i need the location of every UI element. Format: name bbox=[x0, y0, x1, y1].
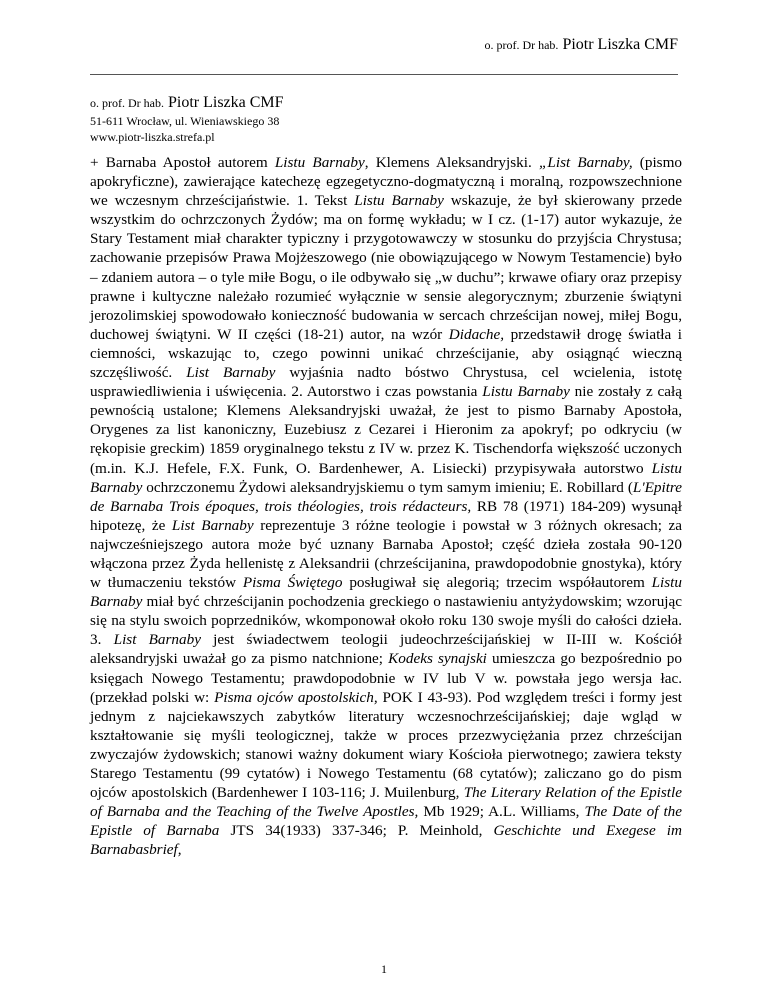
text-run: POK I 43-93). Pod względem treści i formy jest jednym z najciekawszych zabytków literatury wczesnochrześcijańskiej; daje wgląd w kształtowanie się myśli teologicznej, także w proces przezwyciężania przez chrześcijan zwyczajów żydowskich; stanowi ważny dokument wiary Kościoła pierwotnego; zawiera teksty Starego Testamentu (99 cytatów) i Nowego Testamentu (68 cytatów); zaliczano go do pism ojców apostolskich (Bardenhewer I 103-116; J. Muilenburg, bbox=[90, 688, 682, 802]
italic-run: Listu Barnaby bbox=[274, 154, 365, 171]
italic-run: Didache, bbox=[448, 325, 505, 343]
header-author-name: Piotr Liszka CMF bbox=[562, 36, 678, 53]
italic-run: List Barnaby bbox=[113, 631, 201, 649]
article-body bbox=[90, 153, 682, 859]
text-run: umieszcza go bezpośrednio po księgach Nowego Testamentu; prawdopodobnie w IV lub V w. powstała jego wersja łac. (przekład polski w: bbox=[90, 650, 682, 706]
text-run: JTS 34(1933) 337-346; P. Meinhold, bbox=[219, 822, 494, 840]
italic-run: Listu Barnaby bbox=[90, 574, 682, 611]
italic-run: Pisma ojców apostolskich, bbox=[214, 688, 378, 706]
text-run: jest świadectwem teologii judeochrześcijańskiej w II-III w. Kościół aleksandryjski uważał go za pismo natchnione; bbox=[90, 631, 682, 668]
text-run: miał być chrześcijanin pochodzenia greckiego o nastawieniu antyżydowskim; wzorując się na stylu swoich poprzedników, wkomponował około roku 130 swoje myśli do całości dzieła. 3. bbox=[90, 593, 682, 649]
author-block bbox=[90, 93, 284, 145]
text-run: wyjaśnia nadto bóstwo Chrystusa, cel wcielenia, istotę usprawiedliwienia i uświęcenia. 2. Autorstwo i czas powstania bbox=[90, 364, 682, 401]
author-address: 51-611 Wrocław, ul. Wieniawskiego 38 bbox=[90, 114, 280, 128]
italic-run: Pisma Świętego bbox=[242, 574, 343, 592]
text-run: , Klemens Aleksandryjski. bbox=[364, 154, 539, 171]
header-title-prefix: o. prof. Dr hab. bbox=[484, 38, 559, 52]
text-run: wskazuje, że był skierowany przede wszystkim do ochrzczonych Żydów; ma on formę wykładu; w I cz. (1-17) autor wykazuje, że Stary Testament miał charakter typiczny i przygotowawczy w stosunku do przyjścia Chrystusa; zachowanie przepisów Prawa Mojżeszowego (nie obowiązującego w Nowym Testamencie) było – zdaniem autora – o tyle miłe Bogu, o ile odbywało się „w duchu”; krwawe ofiary oraz przepisy prawne i kultyczne należało rozumieć wyłącznie w sensie alegorycznym; zburzenie świątyni jerozolimskiej spowodowało konieczność budowania w sercach chrześcijan nowej, miłej Bogu, duchowej świątyni. W II części (18-21) autor, na wzór bbox=[90, 192, 682, 343]
author-name-line bbox=[90, 93, 284, 113]
italic-run: Listu Barnaby bbox=[354, 192, 444, 210]
text-run: RB 78 (1971) 184-209) wysunął hipotezę, że bbox=[90, 497, 682, 534]
italic-run: Kodeks synajski bbox=[388, 650, 487, 668]
italic-run: The Literary Relation of the Epistle of Barnaba and the Teaching of the Twelve Apostles, bbox=[90, 784, 682, 821]
page-number: 1 bbox=[381, 962, 387, 976]
text-run: przedstawił drogę światła i ciemności, wskazując to, czego powinni unikać chrześcijanie, aby osiągnąć wieczną szczęśliwość. bbox=[90, 325, 683, 382]
italic-run: L'Epitre de Barnaba Trois époques, trois théologies, trois rédacteurs, bbox=[90, 478, 682, 515]
text-run: nie zostały z całą pewnością ustalone; Klemens Aleksandryjski uważał, że jest to pismo Barnaby Apostoła, Orygenes za list kanoniczny, Euzebiusz z Cezarei i Hieronim za apokryf; po odkryciu (w rękopisie greckim) 1859 oryginalnego tekstu z IV w. przez K. Tischendorfa większość uczonych (m.in. K.J. Hefele, F.X. Funk, O. Bardenhewer, A. Lisiecki) przypisywała autorstwo bbox=[90, 383, 682, 477]
text-run: (pismo apokryficzne), zawierające katechezę egzegetyczno-dogmatyczną i moralną, rozpowszechnione we wczesnym chrześcijaństwie. 1. Tekst bbox=[90, 154, 682, 210]
italic-run: The Date of the Epistle of Barnaba bbox=[90, 803, 683, 840]
text-run: Mb 1929; A.L. Williams, bbox=[418, 803, 585, 821]
author-title-prefix: o. prof. Dr hab. bbox=[90, 96, 164, 110]
italic-run: List Barnaby bbox=[171, 516, 254, 534]
running-header bbox=[484, 36, 678, 54]
text-run: + Barnaba Apostoł autorem bbox=[90, 154, 275, 171]
italic-run: Geschichte und Exegese im Barnabasbrief, bbox=[90, 822, 682, 859]
author-website: www.piotr-liszka.strefa.pl bbox=[90, 130, 215, 144]
text-run: reprezentuje 3 różne teologie i powstał w 3 różnych okresach; za najwcześniejszego autora może być uznany Barnaba Apostoł; część dzieła została 90-120 włączona przez Żyda hellenistę z Aleksandrii (chrześcijanina, prawdopodobnie gnostyka), który w tłumaczeniu tekstów bbox=[90, 516, 682, 592]
author-name: Piotr Liszka CMF bbox=[167, 94, 284, 111]
italic-run: List Barnaby bbox=[186, 364, 276, 382]
text-run: posługiwał się alegorią; trzecim współautorem bbox=[342, 574, 652, 592]
italic-run: „List Barnaby, bbox=[538, 154, 633, 171]
italic-run: Listu Barnaby bbox=[482, 383, 570, 401]
header-divider bbox=[90, 74, 678, 75]
italic-run: Listu Barnaby bbox=[90, 459, 682, 496]
text-run: ochrzczonemu Żydowi aleksandryjskiemu o tym samym imieniu; E. Robillard ( bbox=[142, 478, 633, 496]
